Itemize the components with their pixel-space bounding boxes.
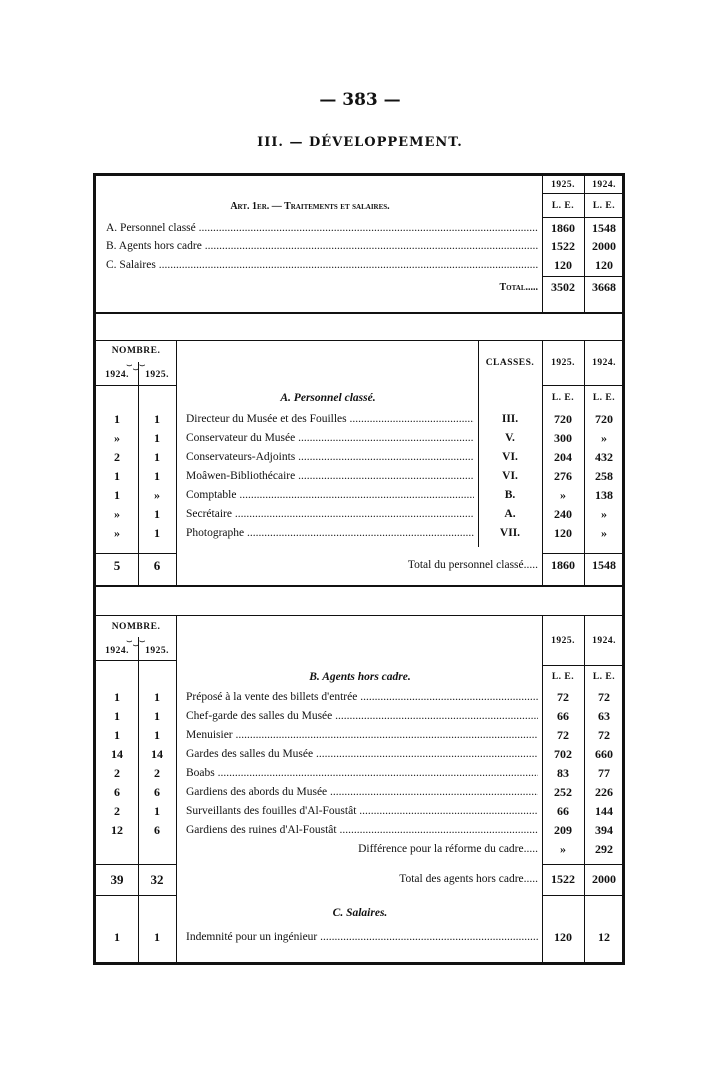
t1-year-1924: 1924. <box>592 180 616 190</box>
t3-n1924: 2 <box>114 766 120 780</box>
t1-year-1925: 1925. <box>551 180 575 190</box>
t3-label: Menuisier ..... <box>186 728 538 743</box>
t2-label: Conservateur du Musée ..... <box>186 431 474 446</box>
t3-n1924: 14 <box>111 747 123 761</box>
t3-label: Préposé à la vente des billets d'entrée ..... <box>186 690 538 705</box>
t3-v1925: 702 <box>554 747 572 761</box>
t2-total-label: Total du personnel classé..... <box>407 559 538 571</box>
t2-v1925: » <box>560 488 566 502</box>
t3-v1924: 660 <box>595 747 613 761</box>
t3-n1925: 6 <box>154 785 160 799</box>
t2-heading: A. Personnel classé. <box>280 392 376 404</box>
t3-label: Chef-garde des salles du Musée ..... <box>186 709 538 724</box>
t2-label: Moâwen-Bibliothécaire ..... <box>186 469 474 484</box>
t3-sal-1924: 12 <box>598 930 610 944</box>
t1-row-1925: 1522 <box>551 239 575 253</box>
t2-n1924: » <box>114 526 120 540</box>
t2-v1924: 432 <box>595 450 613 464</box>
t3-n1925: 6 <box>154 823 160 837</box>
t2-v1925: 300 <box>554 431 572 445</box>
t2-class: III. <box>501 413 519 425</box>
t2-n1924: » <box>114 507 120 521</box>
t3-total-1925: 1522 <box>551 872 575 886</box>
t3-nombre-1925: 1925. <box>145 646 169 656</box>
t1-heading: Art. 1er. — Traitements et salaires. <box>230 201 390 212</box>
t3-n1924: 6 <box>114 785 120 799</box>
t3-v1925: 66 <box>557 709 569 723</box>
t3-heading: B. Agents hors cadre. <box>309 671 411 683</box>
t2-n1924: 2 <box>114 450 120 464</box>
t3-nombre-header: NOMBRE. <box>111 622 161 632</box>
t2-n1925: 1 <box>154 507 160 521</box>
t3-total-label: Total des agents hors cadre..... <box>399 873 538 885</box>
t3-n1924: 12 <box>111 823 123 837</box>
t1-row-1924: 1548 <box>592 221 616 235</box>
t2-v1924: 720 <box>595 412 613 426</box>
t3-v1924: 77 <box>598 766 610 780</box>
t3-diff-label: Différence pour la réforme du cadre..... <box>358 843 538 855</box>
t1-unit-1925: L. E. <box>551 201 575 211</box>
t3-n1924: 2 <box>114 804 120 818</box>
t2-unit-1924: L. E. <box>592 393 616 403</box>
t3-v1925: 72 <box>557 728 569 742</box>
t2-n1925: 1 <box>154 412 160 426</box>
t2-label: Photographe ..... <box>186 526 474 541</box>
t2-label: Directeur du Musée et des Fouilles ..... <box>186 412 474 427</box>
t3-label: Surveillants des fouilles d'Al-Foustât ..... <box>186 804 538 819</box>
t2-total-1924: 1548 <box>592 558 616 572</box>
t3-diff-1924: 292 <box>595 842 613 856</box>
t2-nombre-header: NOMBRE. <box>111 346 161 356</box>
t2-v1924: » <box>601 431 607 445</box>
t3-total-n1925: 32 <box>150 872 164 887</box>
t3-label: Boabs ..... <box>186 766 538 781</box>
t2-v1925: 276 <box>554 469 572 483</box>
t1-row-label: C. Salaires ..... <box>106 258 538 273</box>
t3-v1925: 72 <box>557 690 569 704</box>
t1-unit-1924: L. E. <box>592 201 616 211</box>
t2-classes-header: CLASSES. <box>485 358 535 368</box>
t1-row-1925: 120 <box>554 258 572 272</box>
t1-total-1924: 3668 <box>592 280 616 294</box>
t2-n1925: 1 <box>154 450 160 464</box>
section-title: III. — DÉVELOPPEMENT. <box>257 135 463 150</box>
t3-v1925: 83 <box>557 766 569 780</box>
t3-v1924: 72 <box>598 728 610 742</box>
t2-class: B. <box>504 489 516 501</box>
t3-v1924: 63 <box>598 709 610 723</box>
t2-unit-1925: L. E. <box>551 393 575 403</box>
t3-v1925: 252 <box>554 785 572 799</box>
t2-class: A. <box>504 508 516 520</box>
t3-nombre-1924: 1924. <box>105 646 129 656</box>
t3-v1924: 226 <box>595 785 613 799</box>
t3-n1925: 1 <box>154 804 160 818</box>
page-number: — 383 — <box>319 90 401 110</box>
t3-label: Gardes des salles du Musée ..... <box>186 747 538 762</box>
t2-n1924: » <box>114 431 120 445</box>
t3-n1925: 2 <box>154 766 160 780</box>
t3-n1925: 1 <box>154 709 160 723</box>
t2-label: Conservateurs-Adjoints ..... <box>186 450 474 465</box>
t3-v1925: 209 <box>554 823 572 837</box>
t2-total-n1924: 5 <box>113 558 121 573</box>
t3-n1924: 1 <box>114 728 120 742</box>
t2-year-1924: 1924. <box>592 358 616 368</box>
t3-v1925: 66 <box>557 804 569 818</box>
t2-v1924: » <box>601 507 607 521</box>
t2-n1925: » <box>154 488 160 502</box>
t1-row-label: B. Agents hors cadre ..... <box>106 239 538 254</box>
t3-v1924: 72 <box>598 690 610 704</box>
t3-year-1924: 1924. <box>592 636 616 646</box>
t2-n1925: 1 <box>154 526 160 540</box>
t2-class: V. <box>505 432 515 444</box>
t2-n1924: 1 <box>114 469 120 483</box>
t2-v1925: 204 <box>554 450 572 464</box>
t3-diff-1925: » <box>560 842 566 856</box>
t2-v1924: 138 <box>595 488 613 502</box>
t2-class: VII. <box>499 527 521 539</box>
t3-salaires-heading: C. Salaires. <box>332 907 388 919</box>
t1-row-1924: 2000 <box>592 239 616 253</box>
t3-n1925: 1 <box>154 728 160 742</box>
t1-total-1925: 3502 <box>551 280 575 294</box>
t3-sal-n1925: 1 <box>154 930 160 944</box>
t3-n1924: 1 <box>114 709 120 723</box>
t3-unit-1924: L. E. <box>592 672 616 682</box>
t3-year-1925: 1925. <box>551 636 575 646</box>
t3-unit-1925: L. E. <box>551 672 575 682</box>
t2-v1925: 720 <box>554 412 572 426</box>
t2-year-1925: 1925. <box>551 358 575 368</box>
t3-sal-1925: 120 <box>554 930 572 944</box>
t3-label: Gardiens des abords du Musée ..... <box>186 785 538 800</box>
t2-n1924: 1 <box>114 488 120 502</box>
t2-class: VI. <box>502 470 518 482</box>
t3-label: Gardiens des ruines d'Al-Foustât ..... <box>186 823 538 838</box>
t3-n1924: 1 <box>114 690 120 704</box>
t2-label: Comptable ..... <box>186 488 474 503</box>
t2-nombre-1924: 1924. <box>105 370 129 380</box>
t2-n1925: 1 <box>154 431 160 445</box>
t2-v1925: 240 <box>554 507 572 521</box>
t1-row-label: A. Personnel classé ..... <box>106 221 538 236</box>
t2-nombre-1925: 1925. <box>145 370 169 380</box>
t3-v1924: 394 <box>595 823 613 837</box>
t2-label: Secrétaire ..... <box>186 507 474 522</box>
t3-v1924: 144 <box>595 804 613 818</box>
t3-total-n1924: 39 <box>110 872 124 887</box>
t1-total-label: Total..... <box>499 282 538 293</box>
t2-v1924: 258 <box>595 469 613 483</box>
t1-row-1925: 1860 <box>551 221 575 235</box>
t2-class: VI. <box>502 451 518 463</box>
t2-v1924: » <box>601 526 607 540</box>
t3-n1925: 14 <box>151 747 163 761</box>
t3-sal-label: Indemnité pour un ingénieur ..... <box>186 930 538 945</box>
t2-total-1925: 1860 <box>551 558 575 572</box>
t3-total-1924: 2000 <box>592 872 616 886</box>
t3-n1925: 1 <box>154 690 160 704</box>
t1-row-1924: 120 <box>595 258 613 272</box>
t2-total-n1925: 6 <box>153 558 161 573</box>
t2-n1924: 1 <box>114 412 120 426</box>
t2-v1925: 120 <box>554 526 572 540</box>
t3-sal-n1924: 1 <box>114 930 120 944</box>
t2-n1925: 1 <box>154 469 160 483</box>
